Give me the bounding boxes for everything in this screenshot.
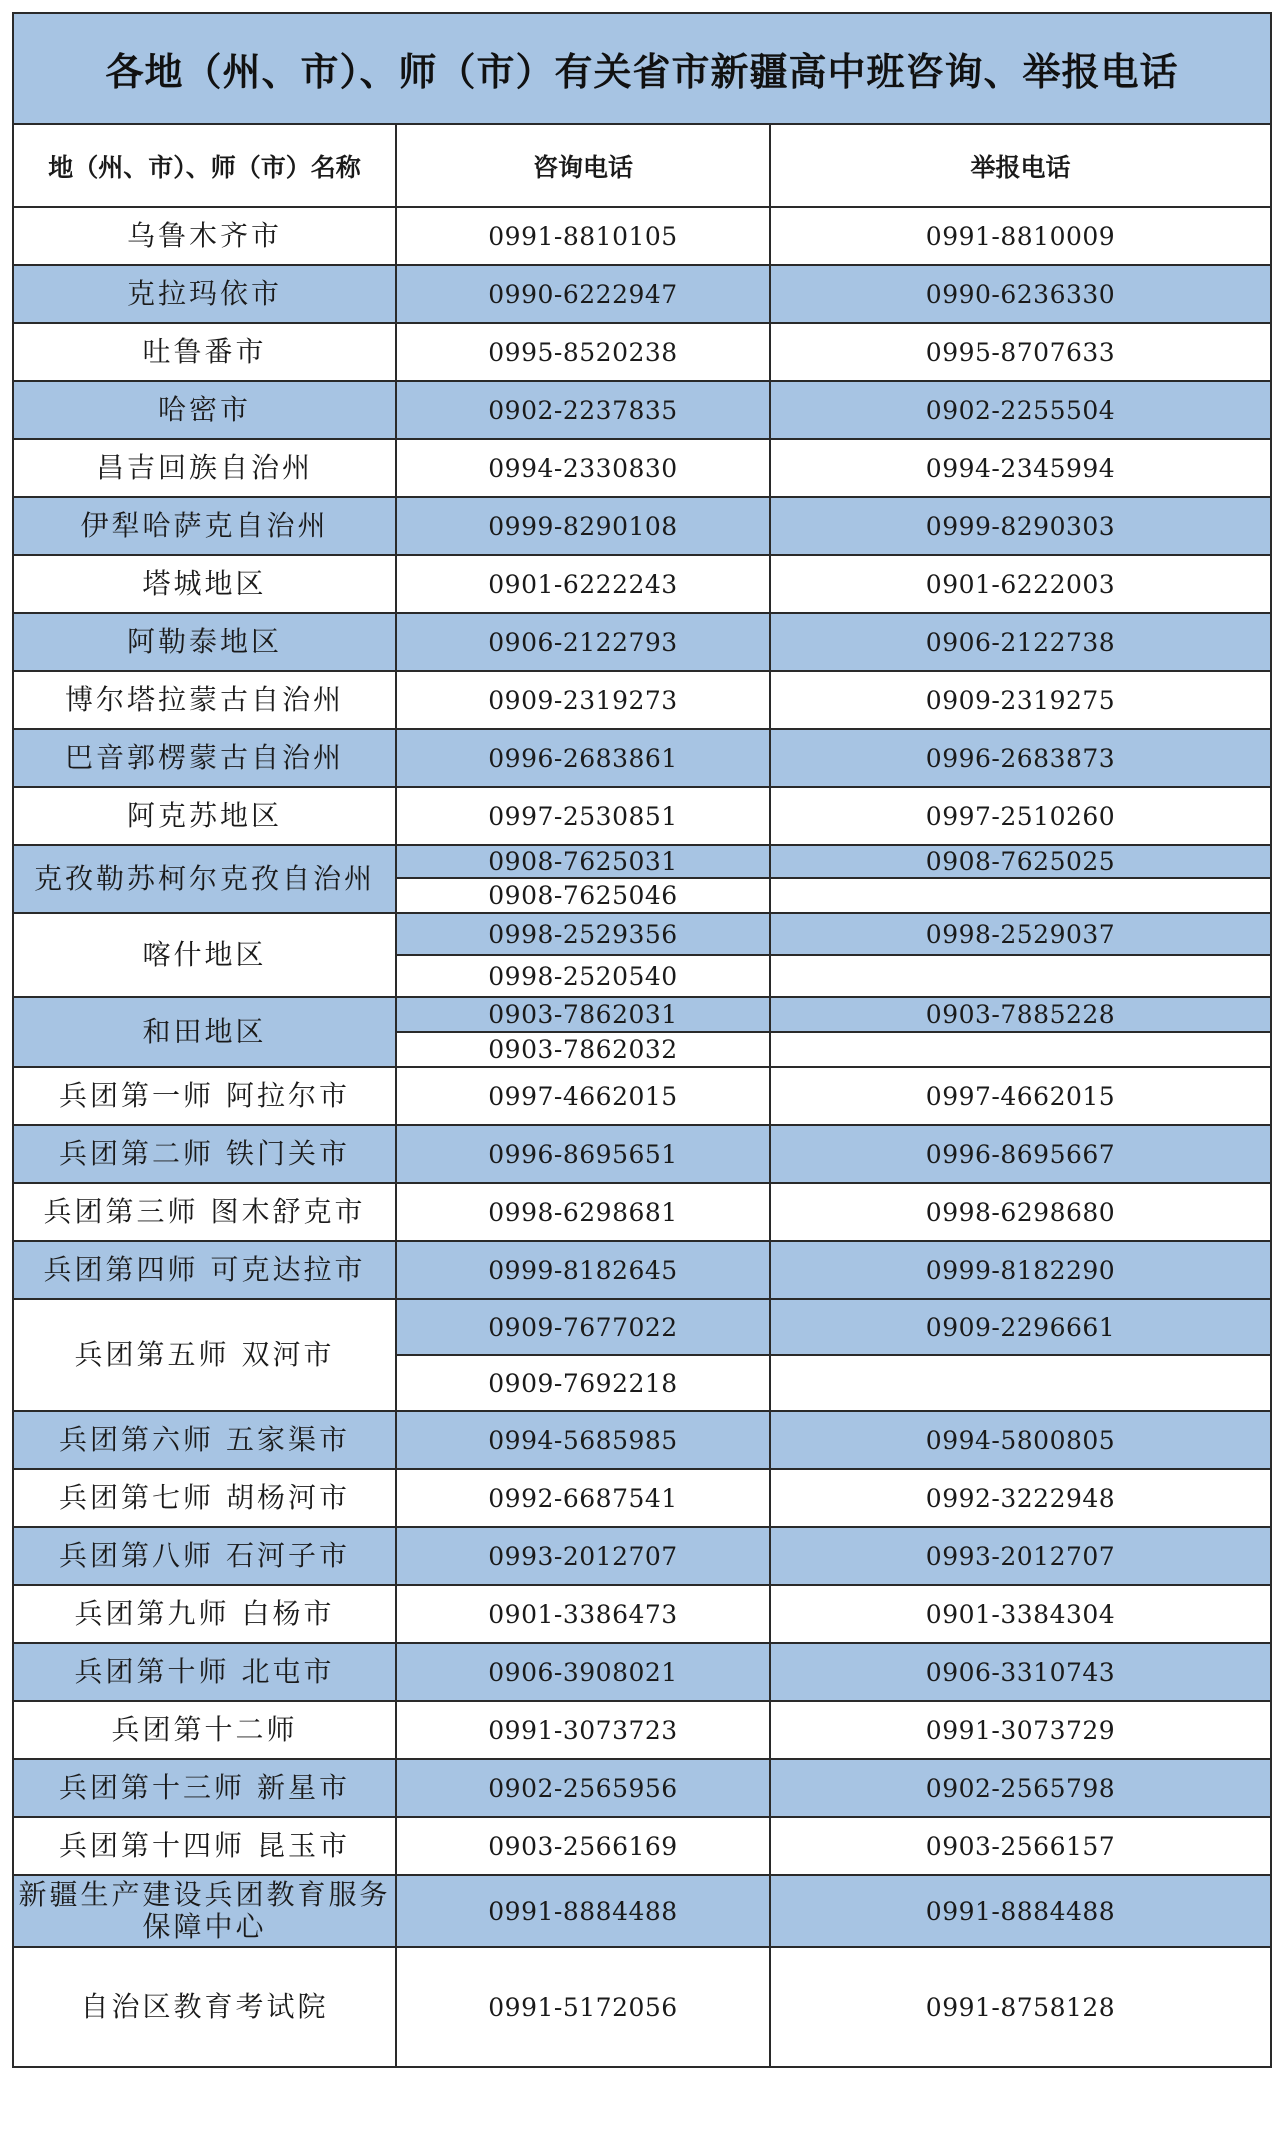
report-phone: 0996-8695667 bbox=[770, 1125, 1271, 1183]
report-phone: 0998-2529037 bbox=[770, 913, 1271, 955]
region-name: 巴音郭楞蒙古自治州 bbox=[13, 729, 396, 787]
region-name: 兵团第十师 北屯市 bbox=[13, 1643, 396, 1701]
consult-phone: 0909-2319273 bbox=[396, 671, 770, 729]
region-name: 伊犁哈萨克自治州 bbox=[13, 497, 396, 555]
table-row bbox=[13, 671, 1271, 729]
table-row bbox=[13, 323, 1271, 381]
table-row bbox=[13, 1585, 1271, 1643]
table-row bbox=[13, 1067, 1271, 1125]
consult-phone: 0990-6222947 bbox=[396, 265, 770, 323]
region-name: 兵团第四师 可克达拉市 bbox=[13, 1241, 396, 1299]
table-row bbox=[13, 439, 1271, 497]
region-name: 吐鲁番市 bbox=[13, 323, 396, 381]
consult-phone: 0903-7862031 bbox=[396, 997, 770, 1032]
table-row bbox=[13, 555, 1271, 613]
report-phone: 0901-6222003 bbox=[770, 555, 1271, 613]
report-phone: 0902-2255504 bbox=[770, 381, 1271, 439]
consult-phone: 0991-5172056 bbox=[396, 1947, 770, 2067]
table-row bbox=[13, 729, 1271, 787]
report-phone: 0993-2012707 bbox=[770, 1527, 1271, 1585]
consult-phone: 0906-2122793 bbox=[396, 613, 770, 671]
report-phone: 0902-2565798 bbox=[770, 1759, 1271, 1817]
report-phone: 0991-8884488 bbox=[770, 1875, 1271, 1947]
report-phone: 0903-2566157 bbox=[770, 1817, 1271, 1875]
region-name: 哈密市 bbox=[13, 381, 396, 439]
table-row bbox=[13, 1527, 1271, 1585]
table-row bbox=[13, 1701, 1271, 1759]
consult-phone: 0902-2565956 bbox=[396, 1759, 770, 1817]
table-row bbox=[13, 997, 1271, 1032]
table-row bbox=[13, 1411, 1271, 1469]
consult-phone: 0901-6222243 bbox=[396, 555, 770, 613]
table-row bbox=[13, 787, 1271, 845]
consult-phone: 0997-4662015 bbox=[396, 1067, 770, 1125]
report-phone: 0997-2510260 bbox=[770, 787, 1271, 845]
report-phone: 0994-5800805 bbox=[770, 1411, 1271, 1469]
consult-phone: 0992-6687541 bbox=[396, 1469, 770, 1527]
table-row bbox=[13, 1947, 1271, 2067]
report-phone bbox=[770, 955, 1271, 997]
region-name: 兵团第二师 铁门关市 bbox=[13, 1125, 396, 1183]
consult-phone: 0906-3908021 bbox=[396, 1643, 770, 1701]
table-row bbox=[13, 845, 1271, 878]
consult-phone: 0991-8884488 bbox=[396, 1875, 770, 1947]
table-row bbox=[13, 1469, 1271, 1527]
report-phone: 0990-6236330 bbox=[770, 265, 1271, 323]
report-phone: 0991-8758128 bbox=[770, 1947, 1271, 2067]
region-name: 博尔塔拉蒙古自治州 bbox=[13, 671, 396, 729]
region-name: 兵团第十三师 新星市 bbox=[13, 1759, 396, 1817]
region-name: 喀什地区 bbox=[13, 913, 396, 997]
consult-phone: 0996-2683861 bbox=[396, 729, 770, 787]
table-row bbox=[13, 265, 1271, 323]
consult-phone: 0996-8695651 bbox=[396, 1125, 770, 1183]
report-phone: 0999-8290303 bbox=[770, 497, 1271, 555]
region-name: 自治区教育考试院 bbox=[13, 1947, 396, 2067]
region-name: 塔城地区 bbox=[13, 555, 396, 613]
table-row bbox=[13, 1759, 1271, 1817]
region-name: 兵团第一师 阿拉尔市 bbox=[13, 1067, 396, 1125]
consult-phone: 0991-3073723 bbox=[396, 1701, 770, 1759]
table-row bbox=[13, 1299, 1271, 1355]
consult-phone: 0909-7692218 bbox=[396, 1355, 770, 1411]
consult-phone: 0909-7677022 bbox=[396, 1299, 770, 1355]
table-row bbox=[13, 497, 1271, 555]
consult-phone: 0908-7625031 bbox=[396, 845, 770, 878]
report-phone: 0906-3310743 bbox=[770, 1643, 1271, 1701]
report-phone: 0996-2683873 bbox=[770, 729, 1271, 787]
region-name: 兵团第八师 石河子市 bbox=[13, 1527, 396, 1585]
region-name: 克孜勒苏柯尔克孜自治州 bbox=[13, 845, 396, 913]
consult-phone: 0999-8290108 bbox=[396, 497, 770, 555]
region-name: 和田地区 bbox=[13, 997, 396, 1067]
region-name: 新疆生产建设兵团教育服务保障中心 bbox=[13, 1875, 396, 1947]
consult-phone: 0995-8520238 bbox=[396, 323, 770, 381]
report-phone: 0991-8810009 bbox=[770, 207, 1271, 265]
table-row bbox=[13, 1643, 1271, 1701]
consult-phone: 0997-2530851 bbox=[396, 787, 770, 845]
contact-table bbox=[12, 12, 1272, 2068]
region-name: 阿勒泰地区 bbox=[13, 613, 396, 671]
column-header-name: 地（州、市）、师（市）名称 bbox=[13, 124, 396, 207]
report-phone: 0901-3384304 bbox=[770, 1585, 1271, 1643]
consult-phone: 0902-2237835 bbox=[396, 381, 770, 439]
table-row bbox=[13, 1183, 1271, 1241]
report-phone: 0909-2296661 bbox=[770, 1299, 1271, 1355]
table-row bbox=[13, 207, 1271, 265]
table-row bbox=[13, 613, 1271, 671]
consult-phone: 0991-8810105 bbox=[396, 207, 770, 265]
region-name: 兵团第十二师 bbox=[13, 1701, 396, 1759]
consult-phone: 0901-3386473 bbox=[396, 1585, 770, 1643]
consult-phone: 0994-5685985 bbox=[396, 1411, 770, 1469]
report-phone: 0995-8707633 bbox=[770, 323, 1271, 381]
report-phone bbox=[770, 1355, 1271, 1411]
report-phone: 0999-8182290 bbox=[770, 1241, 1271, 1299]
report-phone: 0906-2122738 bbox=[770, 613, 1271, 671]
contact-sheet bbox=[12, 12, 1270, 2132]
region-name: 兵团第十四师 昆玉市 bbox=[13, 1817, 396, 1875]
region-name: 克拉玛依市 bbox=[13, 265, 396, 323]
consult-phone: 0994-2330830 bbox=[396, 439, 770, 497]
consult-phone: 0993-2012707 bbox=[396, 1527, 770, 1585]
region-name: 兵团第六师 五家渠市 bbox=[13, 1411, 396, 1469]
consult-phone: 0903-2566169 bbox=[396, 1817, 770, 1875]
report-phone: 0991-3073729 bbox=[770, 1701, 1271, 1759]
table-row bbox=[13, 1817, 1271, 1875]
region-name: 兵团第九师 白杨市 bbox=[13, 1585, 396, 1643]
report-phone bbox=[770, 878, 1271, 913]
consult-phone: 0998-6298681 bbox=[396, 1183, 770, 1241]
table-row bbox=[13, 1241, 1271, 1299]
consult-phone: 0999-8182645 bbox=[396, 1241, 770, 1299]
column-header-consult: 咨询电话 bbox=[396, 124, 770, 207]
region-name: 兵团第五师 双河市 bbox=[13, 1299, 396, 1411]
column-header-report: 举报电话 bbox=[770, 124, 1271, 207]
report-phone: 0998-6298680 bbox=[770, 1183, 1271, 1241]
page-title: 各地（州、市）、师（市）有关省市新疆高中班咨询、举报电话 bbox=[13, 13, 1271, 124]
consult-phone: 0998-2529356 bbox=[396, 913, 770, 955]
consult-phone: 0908-7625046 bbox=[396, 878, 770, 913]
report-phone: 0908-7625025 bbox=[770, 845, 1271, 878]
region-name: 兵团第三师 图木舒克市 bbox=[13, 1183, 396, 1241]
report-phone: 0909-2319275 bbox=[770, 671, 1271, 729]
report-phone bbox=[770, 1032, 1271, 1067]
region-name: 乌鲁木齐市 bbox=[13, 207, 396, 265]
region-name: 昌吉回族自治州 bbox=[13, 439, 396, 497]
report-phone: 0903-7885228 bbox=[770, 997, 1271, 1032]
report-phone: 0992-3222948 bbox=[770, 1469, 1271, 1527]
report-phone: 0997-4662015 bbox=[770, 1067, 1271, 1125]
region-name: 兵团第七师 胡杨河市 bbox=[13, 1469, 396, 1527]
table-row bbox=[13, 913, 1271, 955]
table-row bbox=[13, 1875, 1271, 1947]
consult-phone: 0998-2520540 bbox=[396, 955, 770, 997]
report-phone: 0994-2345994 bbox=[770, 439, 1271, 497]
table-row bbox=[13, 381, 1271, 439]
region-name: 阿克苏地区 bbox=[13, 787, 396, 845]
table-row bbox=[13, 1125, 1271, 1183]
consult-phone: 0903-7862032 bbox=[396, 1032, 770, 1067]
